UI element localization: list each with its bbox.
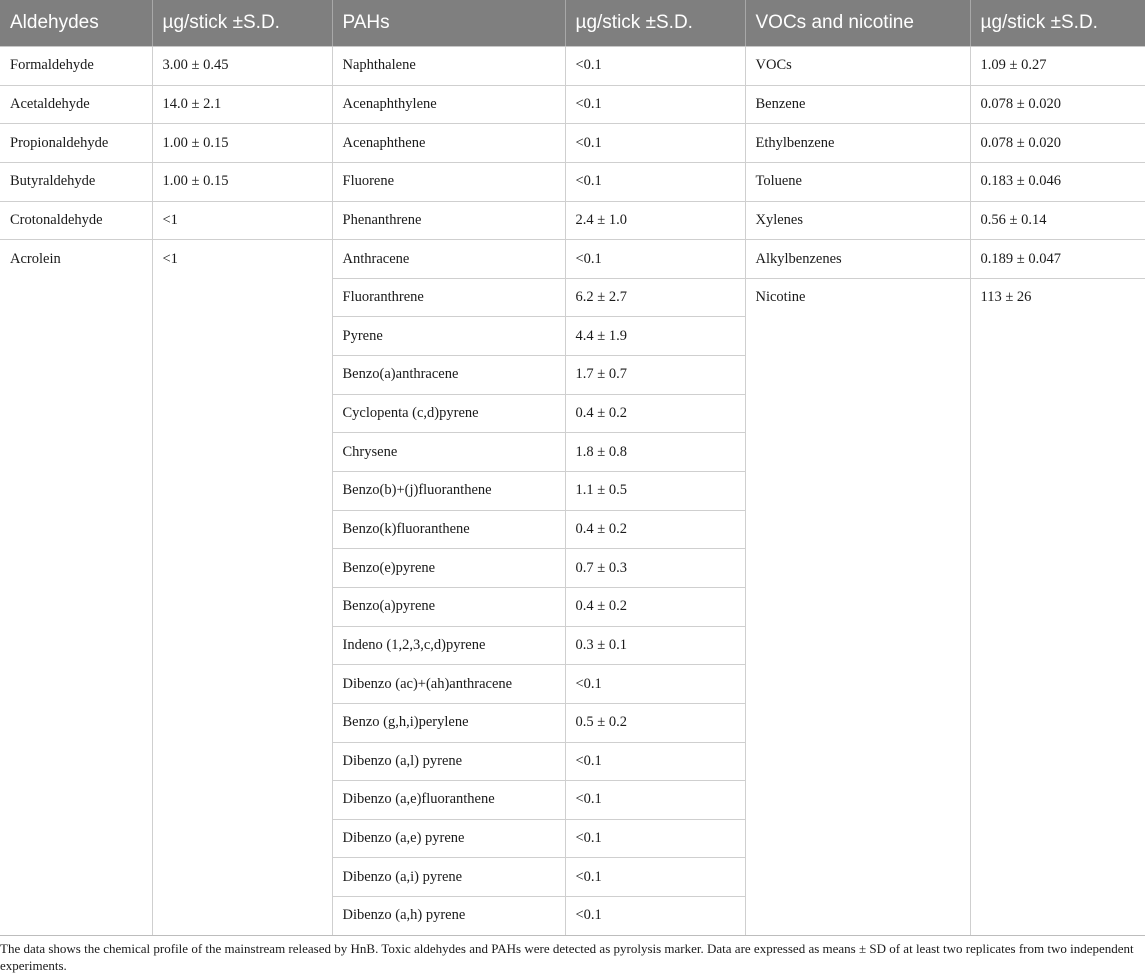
aldehyde-value: <1 (152, 201, 332, 240)
voc-empty-cell (970, 356, 1145, 395)
aldehyde-empty-cell (0, 433, 152, 472)
voc-empty-cell (745, 858, 970, 897)
table-row (0, 85, 1145, 124)
table-row (0, 356, 1145, 395)
voc-empty-cell (970, 819, 1145, 858)
pah-name: Benzo(e)pyrene (332, 549, 565, 588)
pah-value: 0.4 ± 0.2 (565, 394, 745, 433)
voc-value: 0.189 ± 0.047 (970, 240, 1145, 279)
aldehyde-empty-cell (0, 665, 152, 704)
aldehyde-empty-cell (0, 781, 152, 820)
pah-name: Phenanthrene (332, 201, 565, 240)
pah-name: Fluoranthrene (332, 278, 565, 317)
aldehyde-name: Formaldehyde (0, 47, 152, 86)
voc-empty-cell (970, 549, 1145, 588)
aldehyde-value: 14.0 ± 2.1 (152, 85, 332, 124)
aldehyde-empty-cell (152, 549, 332, 588)
aldehyde-empty-cell (152, 858, 332, 897)
pah-name: Dibenzo (a,e)fluoranthene (332, 781, 565, 820)
pah-name: Benzo (g,h,i)perylene (332, 703, 565, 742)
table-row (0, 626, 1145, 665)
aldehyde-empty-cell (152, 317, 332, 356)
pah-value: <0.1 (565, 858, 745, 897)
table-row (0, 47, 1145, 86)
voc-empty-cell (745, 433, 970, 472)
aldehyde-empty-cell (152, 626, 332, 665)
pah-name: Benzo(b)+(j)fluoranthene (332, 472, 565, 511)
table-row (0, 240, 1145, 279)
aldehyde-value: <1 (152, 240, 332, 279)
pah-name: Benzo(a)pyrene (332, 587, 565, 626)
aldehyde-name: Propionaldehyde (0, 124, 152, 163)
voc-empty-cell (745, 819, 970, 858)
aldehyde-empty-cell (0, 897, 152, 936)
pah-name: Dibenzo (a,i) pyrene (332, 858, 565, 897)
voc-empty-cell (745, 394, 970, 433)
header-unit-pahs: µg/stick ±S.D. (565, 0, 745, 47)
pah-value: <0.1 (565, 240, 745, 279)
voc-value: 0.56 ± 0.14 (970, 201, 1145, 240)
aldehyde-empty-cell (152, 781, 332, 820)
aldehyde-value: 1.00 ± 0.15 (152, 162, 332, 201)
table-row (0, 781, 1145, 820)
header-unit-vocs: µg/stick ±S.D. (970, 0, 1145, 47)
table-row (0, 742, 1145, 781)
aldehyde-empty-cell (0, 742, 152, 781)
pah-name: Anthracene (332, 240, 565, 279)
voc-empty-cell (745, 665, 970, 704)
aldehyde-empty-cell (152, 665, 332, 704)
pah-name: Dibenzo (a,h) pyrene (332, 897, 565, 936)
voc-value: 0.078 ± 0.020 (970, 85, 1145, 124)
voc-empty-cell (745, 587, 970, 626)
aldehyde-empty-cell (152, 394, 332, 433)
voc-empty-cell (745, 356, 970, 395)
voc-empty-cell (970, 858, 1145, 897)
voc-empty-cell (970, 433, 1145, 472)
table-footnote: The data shows the chemical profile of the mainstream released by HnB. Toxic aldehydes and PAHs were detected as pyrolysis marker. Data are expressed as means ± SD of at least two replicates from two independent experiments. (0, 941, 1134, 973)
pah-name: Dibenzo (ac)+(ah)anthracene (332, 665, 565, 704)
voc-empty-cell (745, 510, 970, 549)
pah-name: Indeno (1,2,3,c,d)pyrene (332, 626, 565, 665)
pah-value: 1.7 ± 0.7 (565, 356, 745, 395)
voc-empty-cell (970, 703, 1145, 742)
aldehyde-empty-cell (152, 356, 332, 395)
aldehyde-empty-cell (152, 897, 332, 936)
pah-value: <0.1 (565, 819, 745, 858)
table-row (0, 897, 1145, 936)
voc-empty-cell (745, 549, 970, 588)
voc-name: Toluene (745, 162, 970, 201)
aldehyde-empty-cell (152, 742, 332, 781)
pah-value: <0.1 (565, 162, 745, 201)
pah-value: <0.1 (565, 85, 745, 124)
pah-value: 0.3 ± 0.1 (565, 626, 745, 665)
pah-name: Chrysene (332, 433, 565, 472)
aldehyde-empty-cell (0, 819, 152, 858)
pah-name: Benzo(a)anthracene (332, 356, 565, 395)
voc-empty-cell (970, 897, 1145, 936)
table-row (0, 819, 1145, 858)
voc-empty-cell (970, 394, 1145, 433)
aldehyde-empty-cell (152, 819, 332, 858)
aldehyde-empty-cell (0, 587, 152, 626)
voc-empty-cell (970, 626, 1145, 665)
aldehyde-empty-cell (152, 510, 332, 549)
table-row (0, 278, 1145, 317)
pah-name: Acenaphthene (332, 124, 565, 163)
voc-empty-cell (745, 317, 970, 356)
pah-name: Pyrene (332, 317, 565, 356)
aldehyde-name: Acetaldehyde (0, 85, 152, 124)
voc-value: 0.183 ± 0.046 (970, 162, 1145, 201)
aldehyde-empty-cell (0, 356, 152, 395)
table-row (0, 858, 1145, 897)
table-row (0, 472, 1145, 511)
pah-name: Fluorene (332, 162, 565, 201)
pah-value: <0.1 (565, 742, 745, 781)
pah-value: <0.1 (565, 897, 745, 936)
header-pahs: PAHs (332, 0, 565, 47)
header-aldehydes: Aldehydes (0, 0, 152, 47)
aldehyde-empty-cell (152, 472, 332, 511)
aldehyde-value: 3.00 ± 0.45 (152, 47, 332, 86)
voc-empty-cell (970, 781, 1145, 820)
aldehyde-name: Crotonaldehyde (0, 201, 152, 240)
voc-empty-cell (745, 742, 970, 781)
pah-value: <0.1 (565, 124, 745, 163)
aldehyde-empty-cell (152, 703, 332, 742)
pah-name: Benzo(k)fluoranthene (332, 510, 565, 549)
pah-value: 4.4 ± 1.9 (565, 317, 745, 356)
header-vocs: VOCs and nicotine (745, 0, 970, 47)
pah-value: 0.7 ± 0.3 (565, 549, 745, 588)
pah-value: 0.5 ± 0.2 (565, 703, 745, 742)
table-row (0, 394, 1145, 433)
pah-name: Naphthalene (332, 47, 565, 86)
table-row (0, 549, 1145, 588)
pah-name: Cyclopenta (c,d)pyrene (332, 394, 565, 433)
table-row (0, 433, 1145, 472)
aldehyde-empty-cell (0, 278, 152, 317)
table-row (0, 124, 1145, 163)
voc-value: 113 ± 26 (970, 278, 1145, 317)
table-row (0, 201, 1145, 240)
voc-value: 1.09 ± 0.27 (970, 47, 1145, 86)
voc-empty-cell (970, 510, 1145, 549)
aldehyde-name: Acrolein (10, 250, 61, 267)
pah-value: 0.4 ± 0.2 (565, 510, 745, 549)
pah-name: Dibenzo (a,e) pyrene (332, 819, 565, 858)
aldehyde-empty-cell (0, 394, 152, 433)
voc-name: Nicotine (745, 278, 970, 317)
table-row (0, 162, 1145, 201)
aldehyde-name: Butyraldehyde (0, 162, 152, 201)
pah-value: 6.2 ± 2.7 (565, 278, 745, 317)
pah-value: 1.1 ± 0.5 (565, 472, 745, 511)
pah-name: Dibenzo (a,l) pyrene (332, 742, 565, 781)
aldehyde-empty-cell (0, 703, 152, 742)
voc-name: VOCs (745, 47, 970, 86)
table-row (0, 510, 1145, 549)
voc-empty-cell (745, 472, 970, 511)
voc-empty-cell (970, 587, 1145, 626)
voc-name: Xylenes (745, 201, 970, 240)
header-unit-aldehydes: µg/stick ±S.D. (152, 0, 332, 47)
voc-empty-cell (745, 703, 970, 742)
voc-empty-cell (970, 742, 1145, 781)
pah-value: <0.1 (565, 781, 745, 820)
aldehyde-empty-cell (152, 278, 332, 317)
voc-empty-cell (745, 626, 970, 665)
pah-value: 1.8 ± 0.8 (565, 433, 745, 472)
pah-value: <0.1 (565, 665, 745, 704)
voc-empty-cell (745, 897, 970, 936)
aldehyde-empty-cell (0, 549, 152, 588)
pah-value: 2.4 ± 1.0 (565, 201, 745, 240)
table-row (0, 665, 1145, 704)
table-row (0, 587, 1145, 626)
voc-value: 0.078 ± 0.020 (970, 124, 1145, 163)
table-body (0, 47, 1145, 936)
voc-name: Ethylbenzene (745, 124, 970, 163)
voc-empty-cell (970, 317, 1145, 356)
header-row (0, 0, 1145, 47)
table-row (0, 317, 1145, 356)
aldehyde-empty-cell (0, 510, 152, 549)
voc-name: Benzene (745, 85, 970, 124)
voc-name: Alkylbenzenes (745, 240, 970, 279)
aldehyde-value: 1.00 ± 0.15 (152, 124, 332, 163)
aldehyde-empty-cell (152, 587, 332, 626)
pah-name: Acenaphthylene (332, 85, 565, 124)
voc-empty-cell (970, 472, 1145, 511)
aldehyde-empty-cell (0, 858, 152, 897)
table-row (0, 703, 1145, 742)
pah-value: <0.1 (565, 47, 745, 86)
voc-empty-cell (745, 781, 970, 820)
aldehyde-empty-cell (0, 317, 152, 356)
aldehyde-empty-cell (0, 472, 152, 511)
pah-value: 0.4 ± 0.2 (565, 587, 745, 626)
aldehyde-empty-cell (152, 433, 332, 472)
voc-empty-cell (970, 665, 1145, 704)
aldehyde-empty-cell (0, 626, 152, 665)
